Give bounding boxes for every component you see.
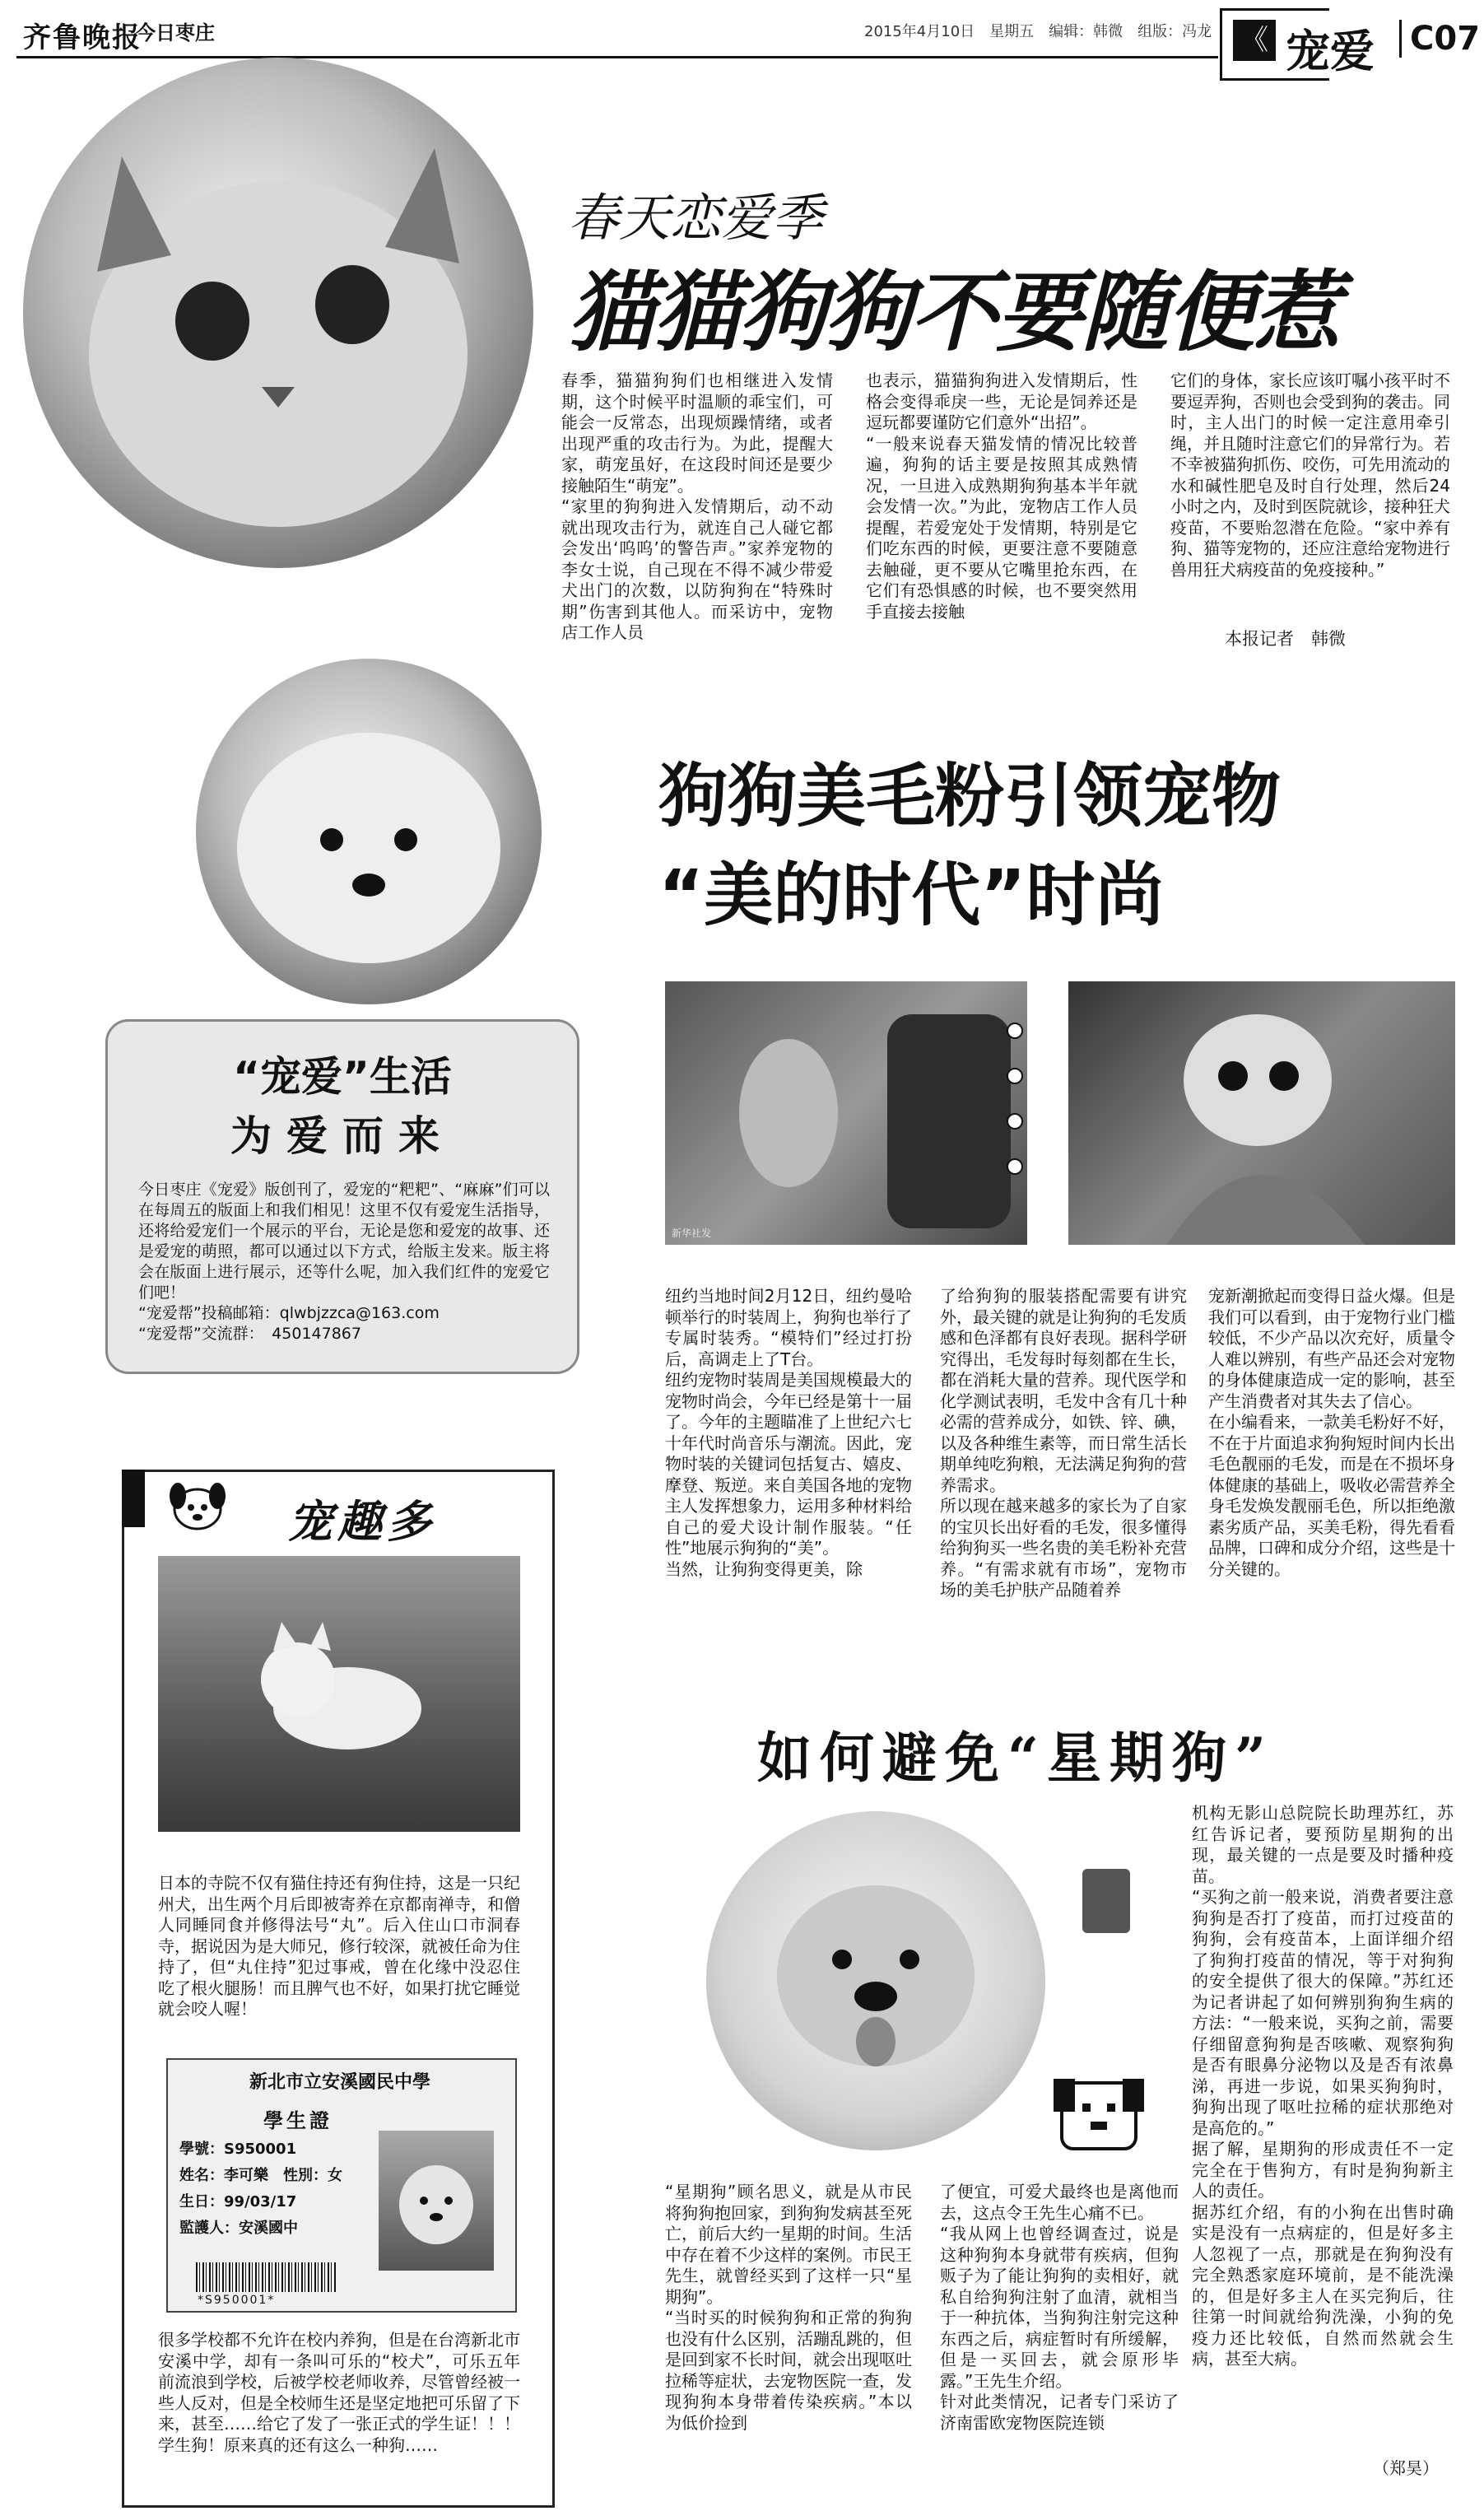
id-birth-value: 99/03/17 [224,2193,297,2211]
id-student-no [179,2137,296,2159]
cartoon-dog-icon [165,1478,230,1535]
newspaper-brand: 齐鲁晚报 [23,21,142,54]
story3-headline: 如何避免“星期狗” [757,1726,1274,1790]
id-student-no-label: 學號： [179,2141,224,2158]
pixel-dog-icon [1045,2071,1152,2165]
fashion-dog-photo-1 [665,981,1027,1245]
callout-intro: 今日枣庄《宠爱》版创刊了，爱宠的“粑粑”、“麻麻”们可以在每周五的版面上和我们相见！这里不仅有爱宠生活指导，还将给爱宠们一个展示的平台，无论是您和爱宠的故事、还是爱宠的萌照，都可以通过以下方式，给版主发来。版主将会在版面上进行展示，还等什么呢，加入我们红件的宠爱它们吧！ [138,1181,550,1302]
story3-column-1: “星期狗”顾名思义，就是从市民将狗狗抱回家，到狗狗发病甚至死亡，前后大约一星期的时间。生活中存在着不少这样的案例。市民王先生，就曾经买到了这样一只“星期狗”。 “当时买的时候狗狗和正常的狗狗也没有什么区别，活蹦乱跳的，但是回到家不长时间，就会出现呕吐拉稀等症状，去宠物医院一查，发现狗狗本身带着传染疾病。”本以为低价捡到 [665,2182,912,2433]
story2-headline-line2: “美的时代”时尚 [658,855,1165,935]
callout-title: “宠爱”生活 [233,1053,452,1101]
golden-retriever-photo [706,1811,1045,2150]
id-birth-row [179,2190,296,2211]
cat-photo [23,58,533,568]
callout-email: “宠爱帮”投稿邮箱：qlwbjzzca@163.com [138,1304,440,1322]
pixel-toy-figure-icon [1082,1869,1130,1933]
pomeranian-photo [196,659,542,1004]
id-name-row [179,2164,342,2185]
edition-name: 今日枣庄 [136,21,215,44]
fashion-dog-photo-2 [1068,981,1455,1245]
id-guardian-label: 監護人： [179,2220,239,2237]
id-barcode-number: *S950001* [198,2294,276,2307]
story2-column-1: 纽约当地时间2月12日，纽约曼哈顿举行的时装周上，狗狗也举行了专属时装秀。“模特们”经过打扮后，高调走上了T台。 纽约宠物时装周是美国规模最大的宠物时尚会，今年已经是第十一届了。今年的主题瞄准了上世纪六七十年代时尚音乐与潮流。因此，宠物时装的关键词包括复古、嬉皮、摩登、叛逆。来自美国各地的宠物主人发挥想象力，运用多种材料给自己的爱犬设计制作服装。“任性”地展示狗狗的“美”。 当然，让狗狗变得更美，除 [665,1286,912,1579]
story2-column-2: 了给狗狗的服装搭配需要有讲究外，最关键的就是让狗狗的毛发质感和色泽都有良好表现。据科学研究得出，毛发每时每刻都在生长，都在消耗大量的营养。现代医学和化学测试表明，毛发中含有几十种必需的营养成分，如铁、锌、碘，以及各种维生素等，而日常生活长期单纯吃狗粮，无法满足狗狗的营养需求。 所以现在越来越多的家长为了自家的宝贝长出好看的毛发，很多懂得给狗狗买一些名贵的美毛粉补充营养。“有需求就有市场”，宠物市场的美毛护肤产品随着养 [940,1286,1187,1600]
story2-column-3: 宠新潮掀起而变得日益火爆。但是我们可以看到，由于宠物行业门槛较低，不少产品以次充好，质量令人难以辨别，有些产品还会对宠物的身体健康造成一定的影响，甚至产生消费者对其失去了信心。 在小编看来，一款美毛粉好不好，不在于片面追求狗狗短时间内长出毛色靓丽的毛发，而是在不损坏身体健康的基础上，吸收必需营养全身毛发焕发靓丽毛色，所以拒绝激素劣质产品，买美毛粉，得先看看品牌，口碑和成分介绍，这些是十分关键的。 [1208,1286,1455,1579]
id-gender-value: 女 [328,2167,342,2184]
story3-signoff: （郑昊） [1373,2458,1439,2478]
id-student-no-value: S950001 [224,2141,297,2158]
section-title: 宠爱 [1286,26,1375,77]
story3-column-2: 了便宜，可爱犬最终也是离他而去，这点令王先生心痛不已。 “我从网上也曾经调查过，说是这种狗狗本身就带有疾病，但狗贩子为了能让狗狗的卖相好，就私自给狗狗注射了血清，就相当于一种抗体，当狗狗注射完这种东西之后，病症暂时有所缓解，但是一买回去，就会原形毕露。”王先生介绍。 针对此类情况，记者专门采访了济南雷欧宠物医院连锁 [940,2182,1179,2433]
story3-column-right: 机构无影山总院院长助理苏红，苏红告诉记者，要预防星期狗的出现，最关键的一点是要及时播种疫苗。 “买狗之前一般来说，消费者要注意狗狗是否打了疫苗，而打过疫苗的狗狗，会有疫苗本，上面详细介绍了狗狗打疫苗的情况，等于对狗狗的安全提供了很大的保障。”苏红还为记者讲起了如何辨别狗狗生病的方法：“一般来说，买狗之前，需要仔细留意狗狗是否咳嗽、观察狗狗是否有眼鼻分泌物以及是否有浓鼻涕，再进一步说，如果买狗狗时，狗狗出现了呕吐拉稀的症状那绝对是高危的。” 据了解，星期狗的形成责任不一定完全在于售狗方，有时是狗狗新主人的责任。 据苏红介绍，有的小狗在出售时确实是没有一点病症的，但是好多主人忽视了一点，那就是在狗狗没有完全熟悉家庭环境前，是不能洗澡的，但是好多主人在买完狗后，往往第一时间就给狗洗澡，小狗的免疫力还比较低，自然而然就会生病，甚至大病。 [1192,1803,1454,2369]
id-barcode [196,2262,336,2292]
callout-body [138,1180,550,1344]
id-guardian-value: 安溪國中 [239,2220,298,2237]
issue-info: 2015年4月10日 星期五 编辑：韩微 组版：冯龙 [864,23,1212,40]
sidebar-title: 宠趣多 [288,1495,436,1548]
story1-byline: 本报记者 韩微 [1225,629,1346,649]
id-school-name: 新北市立安溪國民中學 [249,2072,430,2093]
sidebar-accent-bar [122,1470,145,1527]
id-name-value: 李可樂 [224,2167,268,2184]
story1-headline: 猫猫狗狗不要随便惹 [568,260,1338,363]
id-guardian-row [179,2216,298,2238]
callout-qq-group: “宠爱帮”交流群： 450147867 [138,1325,361,1343]
story1-column-2: 也表示，猫猫狗狗进入发情期后，性格会变得乖戾一些，无论是饲养还是逗玩都要谨防它们意外“出招”。 “一般来说春天猫发情的情况比较普遍，狗狗的话主要是按照其成熟情况，一旦进入成熟期狗狗基本半年就会发情一次。”为此，宠物店工作人员提醒，若爱宠处于发情期，特别是它们吃东西的时候，更要注意不要随意去触碰，更不要从它嘴里抢东西，在它们有恐惧感的时候，也不要突然用手直接去接触 [866,370,1137,622]
story1-column-1: 春季，猫猫狗狗们也相继进入发情期，这个时候平时温顺的乖宝们，可能会一反常态，出现烦躁情绪，或者出现严重的攻击行为。为此，提醒大家，萌宠虽好，在这段时间还是要少接触陌生“萌宠”。 “家里的狗狗进入发情期后，动不动就出现攻击行为，就连自己人碰它都会发出‘呜呜’的警告声。”家养宠物的李女士说，自己现在不得不减少带爱犬出门的次数，以防狗狗在“特殊时期”伤害到其他人。而采访中，宠物店工作人员 [561,370,833,642]
id-gender-label: 性別： [283,2167,328,2184]
callout-subtitle: 为爱而来 [230,1112,454,1160]
story2-headline-line1: 狗狗美毛粉引领宠物 [658,756,1282,836]
photo-credit: 新华社发 [672,1228,712,1239]
id-card-type: 學生證 [263,2109,333,2132]
id-name-label: 姓名： [179,2167,224,2184]
page-number: C07 [1399,20,1480,58]
section-arrow-icon: 《 [1233,20,1276,61]
shiba-temple-photo [158,1556,520,1832]
sidebar-story-2: 很多学校都不允许在校内养狗，但是在台湾新北市安溪中学，却有一条叫可乐的“校犬”，可乐五年前流浪到学校，后被学校老师收养，尽管曾经被一些人反对，但是全校师生还是坚定地把可乐留了下来，甚至……给它了发了一张正式的学生证！！！学生狗！原来真的还有这么一种狗…… [158,2330,520,2455]
sidebar-story-1: 日本的寺院不仅有猫住持还有狗住持，这是一只纪州犬，出生两个月后即被寄养在京都南禅寺，和僧人同睡同食并修得法号“丸”。后入住山口市洞春寺，据说因为是大师兄，修行较深，就被任命为住持了，但“丸住持”犯过事戒，曾在化缘中没忍住吃了根火腿肠！而且脾气也不好，如果打扰它睡觉就会咬人喔！ [158,1873,520,2019]
story1-kicker: 春天恋爱季 [568,188,824,248]
id-card-dog-photo [379,2131,494,2271]
id-birth-label: 生日： [179,2193,224,2211]
story1-column-3: 它们的身体，家长应该叮嘱小孩平时不要逗弄狗，否则也会受到狗的袭击。同时，主人出门的时候一定注意用牵引绳，并且随时注意它们的异常行为。若不幸被猫狗抓伤、咬伤，可先用流动的水和碱性肥皂及时自行处理，然后24小时之内，及时到医院就诊，接种狂犬疫苗，不要贻忽潜在危险。“家中养有狗、猫等宠物的，还应注意给宠物进行兽用狂犬病疫苗的免疫接种。” [1170,370,1450,580]
